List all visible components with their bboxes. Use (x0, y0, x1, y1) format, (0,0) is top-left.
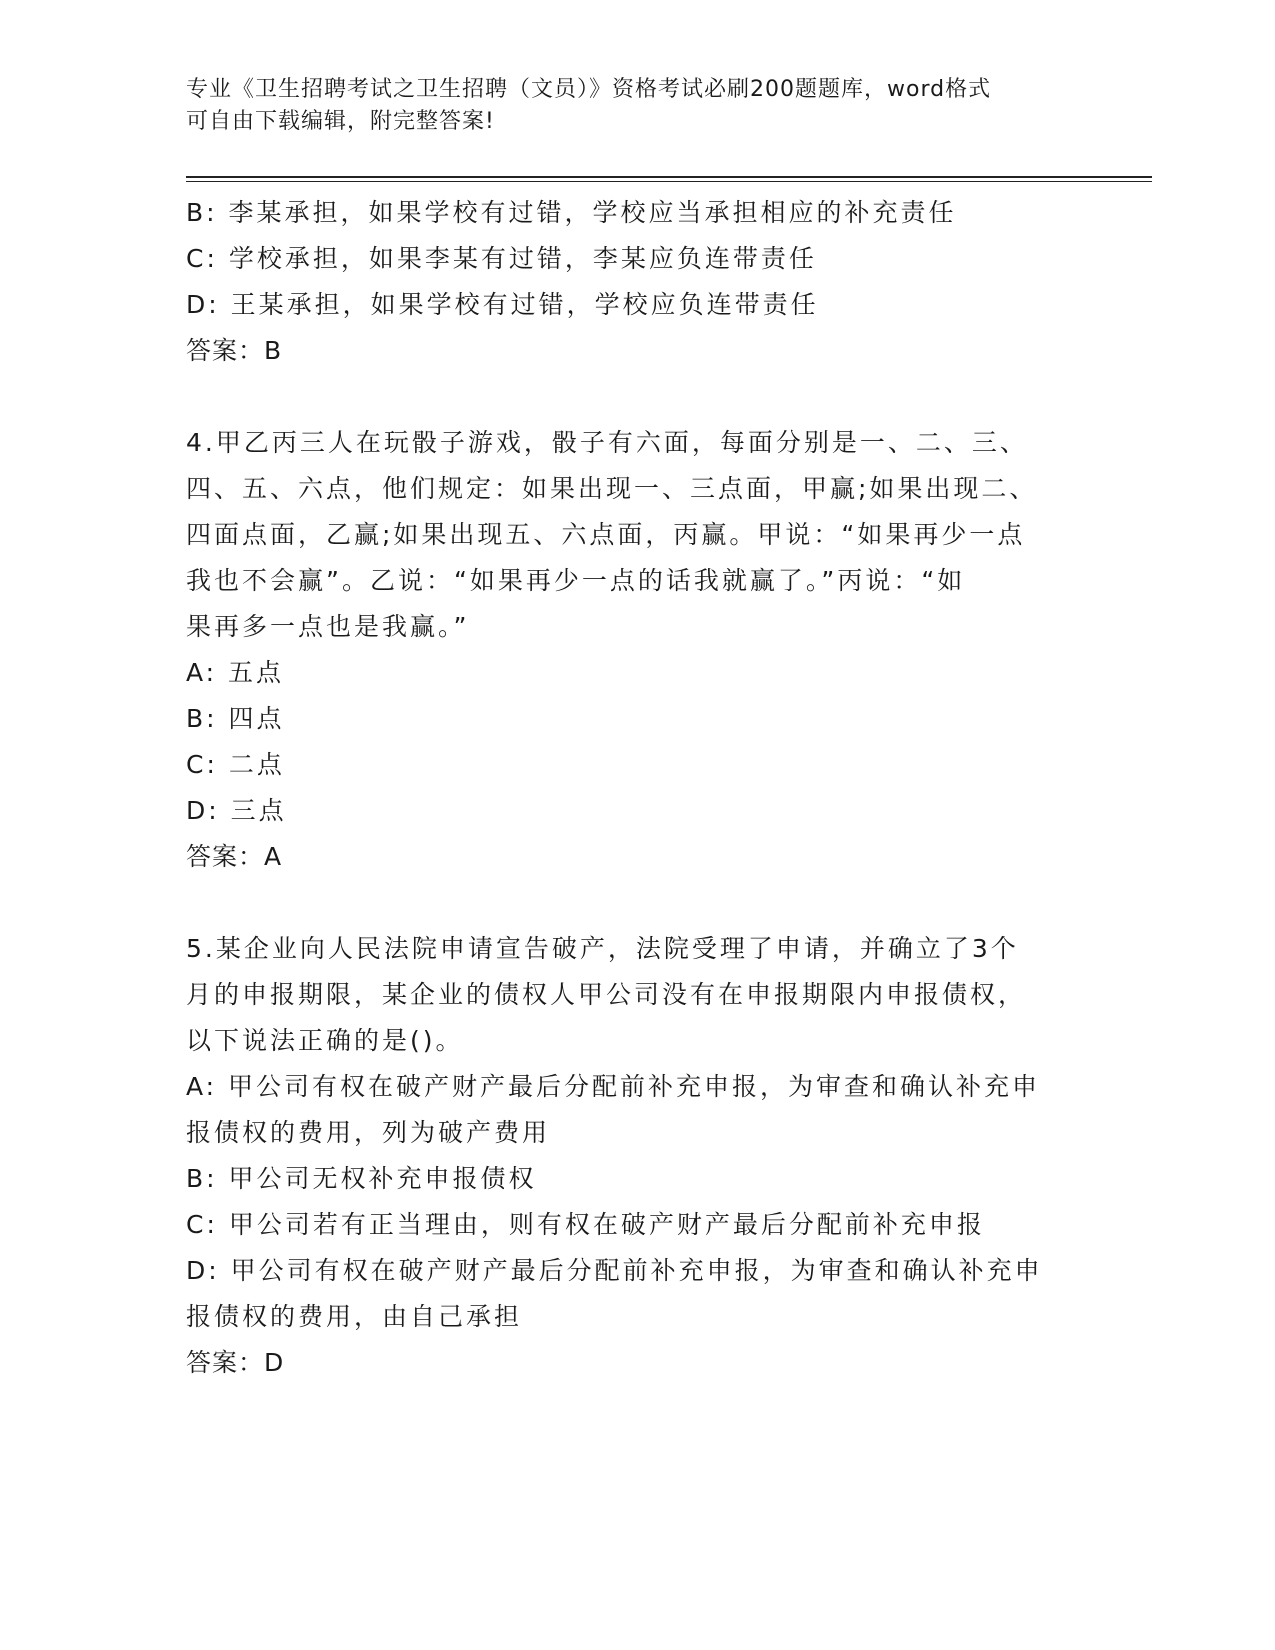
q5-option-c: C: 甲公司若有正当理由，则有权在破产财产最后分配前补充申报 (186, 1210, 985, 1239)
q4-stem-line: 果再多一点也是我赢。” (186, 612, 470, 641)
q4-option-b: B: 四点 (186, 704, 285, 733)
question-3-continued (186, 190, 1086, 374)
q4-answer: 答案：A (186, 842, 283, 871)
q5-option-d-line: D: 甲公司有权在破产财产最后分配前补充申报，为审查和确认补充申 (186, 1256, 1043, 1285)
q3-option-d: D: 王某承担，如果学校有过错，学校应负连带责任 (186, 290, 819, 319)
q5-option-a-line: 报债权的费用，列为破产费用 (186, 1118, 551, 1147)
q4-option-a: A: 五点 (186, 658, 285, 687)
page-header (186, 74, 1086, 138)
document-body (186, 190, 1086, 1386)
question-5 (186, 926, 1086, 1386)
q5-stem-line: 月的申报期限，某企业的债权人甲公司没有在申报期限内申报债权， (186, 980, 1027, 1009)
header-divider-thin (186, 181, 1152, 182)
q4-option-c: C: 二点 (186, 750, 285, 779)
q5-stem-line: 以下说法正确的是()。 (186, 1026, 464, 1055)
q4-stem-line: 我也不会赢”。乙说：“如果再少一点的话我就赢了。”丙说：“如 (186, 566, 966, 595)
q4-stem-line: 四面点面，乙赢;如果出现五、六点面，丙赢。甲说：“如果再少一点 (186, 520, 1026, 549)
q4-option-d: D: 三点 (186, 796, 287, 825)
q5-stem-line: 5.某企业向人民法院申请宣告破产，法院受理了申请，并确立了3个 (186, 934, 1019, 963)
q3-option-b: B: 李某承担，如果学校有过错，学校应当承担相应的补充责任 (186, 198, 957, 227)
header-line-1: 专业《卫生招聘考试之卫生招聘（文员）》资格考试必刷200题题库，word格式 (186, 77, 992, 102)
q3-answer: 答案：B (186, 336, 283, 365)
q5-answer: 答案：D (186, 1348, 285, 1377)
spacer (186, 374, 1086, 420)
q5-option-b: B: 甲公司无权补充申报债权 (186, 1164, 537, 1193)
header-divider-thick (186, 176, 1152, 178)
q5-option-a-line: A: 甲公司有权在破产财产最后分配前补充申报，为审查和确认补充申 (186, 1072, 1041, 1101)
q4-stem-line: 4.甲乙丙三人在玩骰子游戏，骰子有六面，每面分别是一、二、三、 (186, 428, 1028, 457)
spacer (186, 880, 1086, 926)
q4-stem-line: 四、五、六点，他们规定：如果出现一、三点面，甲赢;如果出现二、 (186, 474, 1038, 503)
question-4 (186, 420, 1086, 880)
header-line-2: 可自由下载编辑，附完整答案! (186, 109, 495, 134)
q3-option-c: C: 学校承担，如果李某有过错，李某应负连带责任 (186, 244, 817, 273)
q5-option-d-line: 报债权的费用，由自己承担 (186, 1302, 523, 1331)
